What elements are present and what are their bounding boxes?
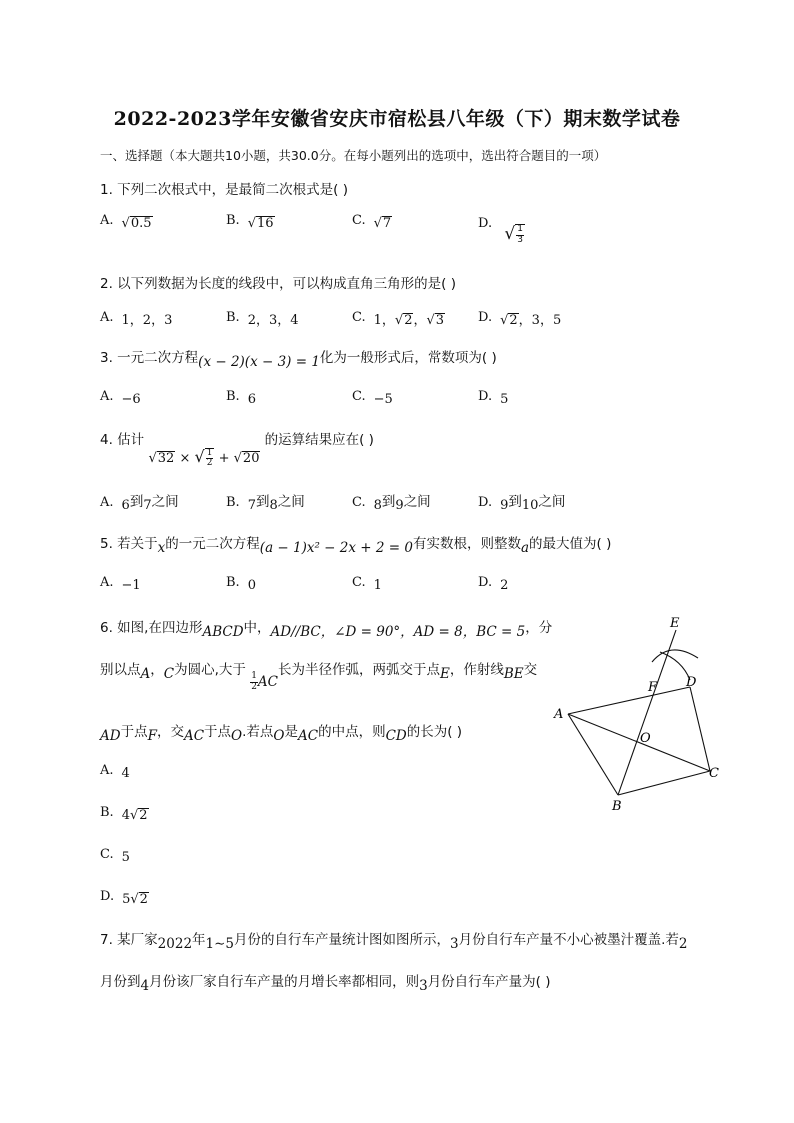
q4-option-c[interactable]: C. 8到9之间 (352, 494, 431, 513)
segment-ad (568, 687, 690, 714)
q2-option-c[interactable]: C. 1，√2，√3 (352, 310, 445, 328)
q4-option-a[interactable]: A. 6到7之间 (100, 494, 179, 513)
q5-option-d[interactable]: D. 2 (478, 575, 509, 593)
label-d: D (686, 675, 697, 690)
label-b: B (612, 799, 622, 814)
segment-ba (568, 714, 618, 795)
segment-dc (690, 687, 710, 771)
q2-option-b[interactable]: B. 2，3，4 (226, 310, 299, 328)
question-7-line-1: 7. 某厂家2022年1∼5月份的自行车产量统计图如图所示，3月份自行车产量不小心被墨汁覆盖.若2 (100, 932, 688, 952)
section-heading: 一、选择题（本大题共10小题，共30.0分。在每小题列出的选项中，选出符合题目的一项） (100, 148, 607, 163)
segment-ac (568, 714, 710, 771)
label-e: E (670, 616, 680, 631)
question-1-stem: 1. 下列二次根式中，是最简二次根式是( ) (100, 182, 348, 198)
q5-option-a[interactable]: A. −1 (100, 575, 141, 593)
question-5-stem: 5. 若关于x的一元二次方程(a − 1)x² − 2x + 2 = 0有实数根，则整数a的最大值为( ) (100, 536, 612, 556)
q6-option-a[interactable]: A. 4 (100, 763, 130, 781)
label-c: C (709, 766, 719, 781)
label-f: F (648, 680, 658, 695)
q6-option-d[interactable]: D. 5√2 (100, 889, 148, 907)
q4-option-d[interactable]: D. 9到10之间 (478, 494, 566, 513)
q5-option-c[interactable]: C. 1 (352, 575, 382, 593)
page-title: 2022-2023学年安徽省安庆市宿松县八年级（下）期末数学试卷 (113, 108, 681, 130)
q1-option-a[interactable]: A. √0.5 (100, 213, 152, 231)
q6-option-b[interactable]: B. 4√2 (100, 805, 148, 823)
q1-option-d[interactable]: D. √ $\frac{1}{3}$ (478, 216, 523, 245)
q4-option-b[interactable]: B. 7到8之间 (226, 494, 305, 513)
q2-option-a[interactable]: A. 1，2，3 (100, 310, 173, 328)
q3-option-a[interactable]: A. −6 (100, 389, 141, 407)
q6-option-c[interactable]: C. 5 (100, 847, 130, 865)
q2-option-d[interactable]: D. √2，3，5 (478, 310, 562, 328)
segment-cb (618, 771, 710, 795)
q3-option-c[interactable]: C. −5 (352, 389, 393, 407)
question-6-line-1: 6. 如图,在四边形ABCD中，AD//BC，∠D = 90°，AD = 8，BC = 5，分 (100, 620, 553, 640)
q1-option-b[interactable]: B. √16 (226, 213, 274, 231)
question-4-stem: 4. 估计 √32 × √ $\frac{1}{2}$ + √20 的运算结果应在( ) (100, 432, 374, 468)
q3-option-b[interactable]: B. 6 (226, 389, 256, 407)
q6-geometry-figure (540, 610, 740, 815)
question-3-stem: 3. 一元二次方程(x − 2)(x − 3) = 1化为一般形式后，常数项为( ) (100, 350, 497, 370)
q3-option-d[interactable]: D. 5 (478, 389, 509, 407)
question-6-line-3: AD于点F，交AC于点O.若点O是AC的中点，则CD的长为( ) (100, 724, 463, 744)
q5-option-b[interactable]: B. 0 (226, 575, 256, 593)
label-a: A (554, 707, 564, 722)
question-2-stem: 2. 以下列数据为长度的线段中，可以构成直角三角形的是( ) (100, 276, 456, 292)
label-o: O (640, 731, 651, 746)
question-7-line-2: 月份到4月份该厂家自行车产量的月增长率都相同，则3月份自行车产量为( ) (100, 974, 551, 994)
q1-option-c[interactable]: C. √7 (352, 213, 392, 231)
question-6-line-2: 别以点A，C为圆心,大于 $\frac{1}{2}$ AC长为半径作弧，两弧交于点E，作射线BE交 (100, 662, 538, 692)
